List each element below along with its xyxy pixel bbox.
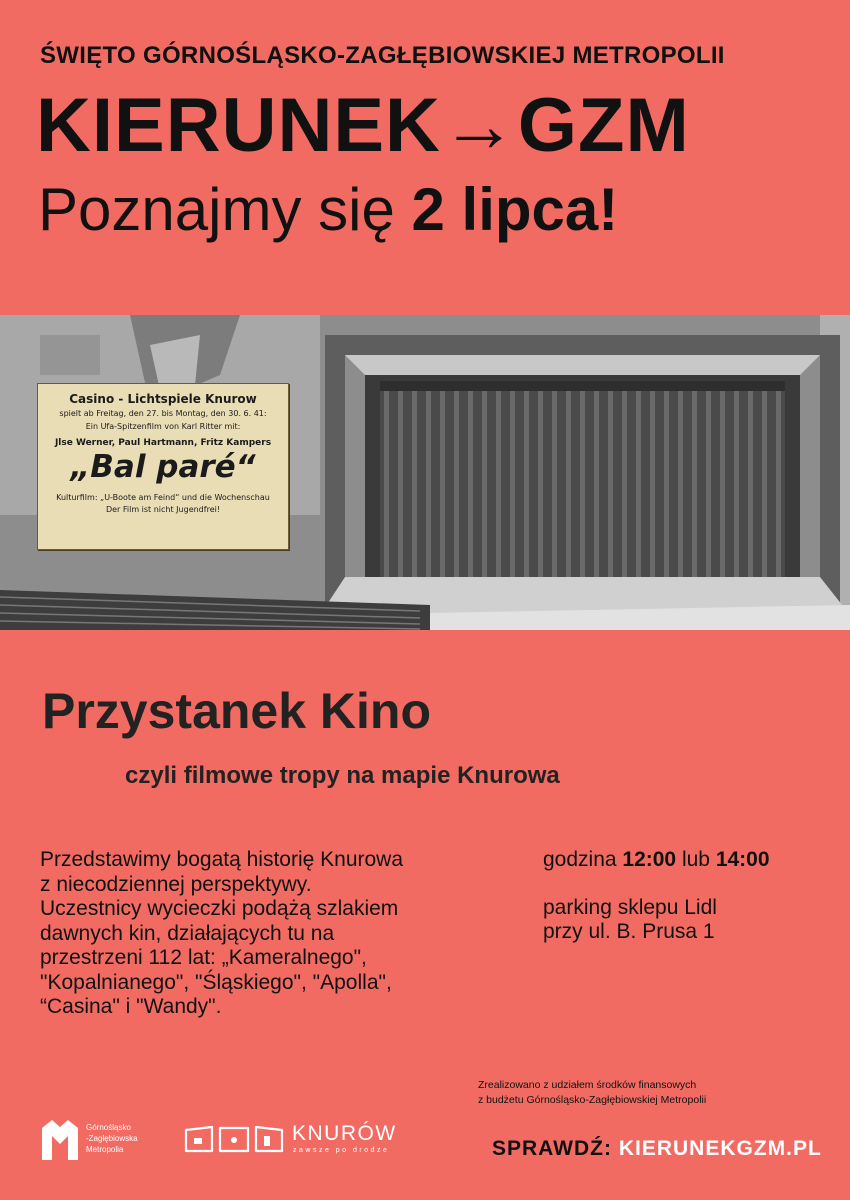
call-to-action — [492, 1137, 822, 1161]
event-description — [40, 848, 500, 1020]
clipping-title: Casino - Lichtspiele Knurow — [69, 392, 257, 406]
clipping-age-note: Der Film ist nicht Jugendfrei! — [105, 504, 221, 514]
metropolia-logo-line: Metropolia — [86, 1145, 124, 1154]
time-separator: lub — [676, 848, 716, 871]
clipping-culture-film: Kulturfilm: „U-Boote am Feind“ und die Wochenschau — [56, 492, 270, 502]
knurow-logo-icon — [184, 1124, 284, 1154]
event-subtitle: czyli filmowe tropy na mapie Knurowa — [125, 762, 560, 789]
funding-line: z budżetu Górnośląsko-Zagłębiowskiej Metropolii — [478, 1094, 707, 1106]
time-prefix: godzina — [543, 848, 623, 871]
newspaper-clipping — [37, 383, 289, 550]
tagline — [38, 176, 818, 243]
meeting-address: przy ul. B. Prusa 1 — [543, 920, 715, 943]
description-line: Przedstawimy bogatą historię Knurowa — [40, 848, 404, 871]
event-time — [543, 848, 833, 873]
metropolia-logo-text — [86, 1122, 138, 1155]
description-line: z niecodziennej perspektywy. — [40, 872, 312, 896]
time-second: 14:00 — [715, 848, 770, 871]
event-info — [543, 848, 833, 945]
cta-label: SPRAWDŹ: — [492, 1137, 619, 1160]
metropolia-logo-line: Górnośląsko — [86, 1123, 131, 1132]
clipping-film-title: „Bal paré“ — [70, 448, 256, 485]
festival-title: ŚWIĘTO GÓRNOŚLĄSKO-ZAGŁĘBIOWSKIEJ METROPOLII — [40, 42, 725, 69]
header — [0, 0, 850, 315]
clipping-dates: spielt ab Freitag, den 27. bis Montag, den 30. 6. 41: — [59, 409, 267, 418]
event-title: Przystanek Kino — [42, 683, 432, 739]
description-line: dawnych kin, działających tu na — [40, 921, 335, 945]
meeting-place: parking sklepu Lidl — [543, 895, 717, 919]
description-line: "Kopalnianego", "Śląskiego", "Apolla", — [40, 970, 392, 994]
funding-line: Zrealizowano z udziałem środków finansowych — [478, 1079, 697, 1091]
tagline-text: Poznajmy się — [38, 176, 412, 243]
knurow-logo-name: KNURÓW — [292, 1122, 397, 1145]
stage-curtain — [380, 381, 785, 585]
tagline-date: 2 lipca! — [411, 176, 619, 243]
brand-title: KIERUNEK→GZM — [36, 83, 690, 168]
funding-note — [478, 1078, 778, 1108]
metropolia-logo-icon — [40, 1118, 80, 1162]
cta-url-link[interactable]: KIERUNEKGZM.PL — [618, 1137, 822, 1160]
knurow-logo-motto: zawsze po drodze — [293, 1147, 390, 1154]
clipping-intro: Ein Ufa-Spitzenfilm von Karl Ritter mit: — [85, 421, 241, 431]
description-line: Uczestnicy wycieczki podążą szlakiem — [40, 897, 399, 920]
description-line: “Casina" i "Wandy". — [40, 995, 222, 1018]
metropolia-logo-line: -Zagłębiowska — [86, 1134, 138, 1143]
description-line: przestrzeni 112 lat: „Kameralnego", — [40, 946, 367, 969]
time-first: 12:00 — [622, 848, 677, 871]
clipping-actors: Jlse Werner, Paul Hartmann, Fritz Kampers — [54, 437, 272, 448]
